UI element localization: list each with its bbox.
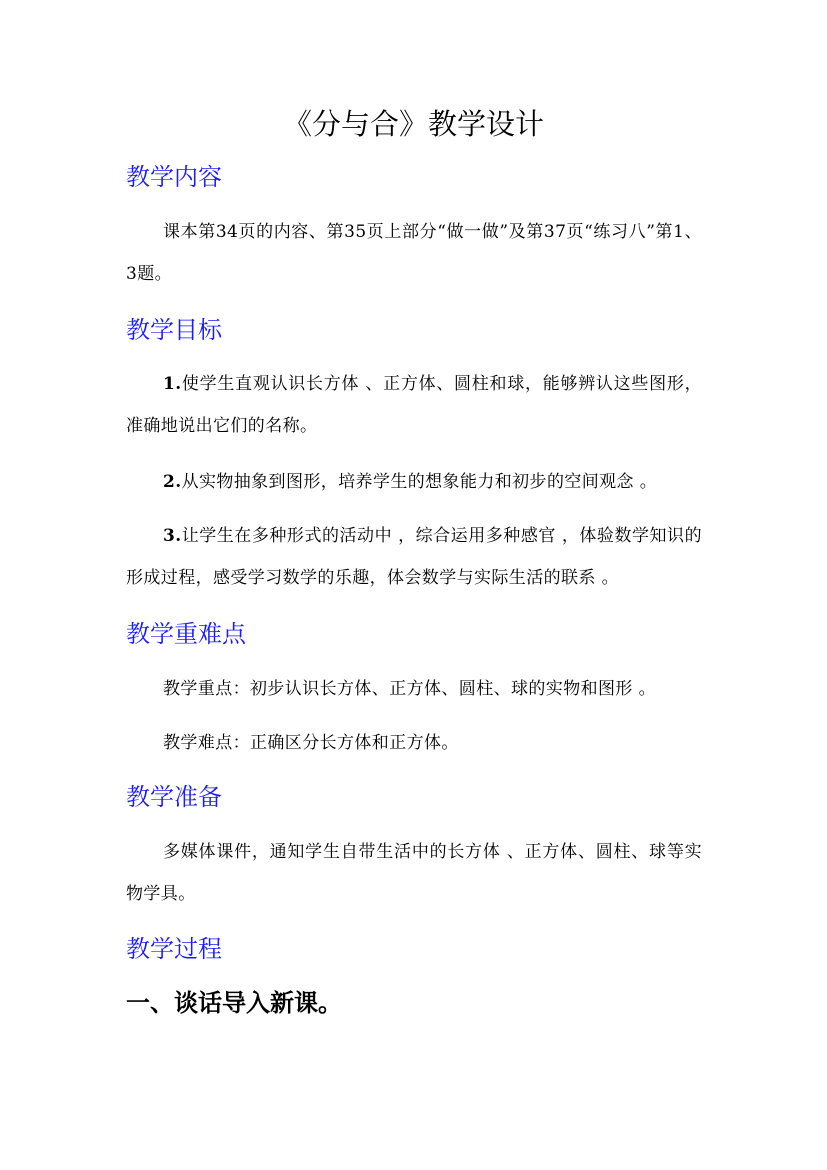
key-point-focus: 教学重点：初步认识长方体、正方体、圆柱、球的实物和图形 。	[163, 679, 657, 699]
heading-process: 教学过程	[126, 935, 222, 963]
goal-item-3	[126, 515, 702, 599]
heading-key-points: 教学重难点	[126, 620, 246, 648]
goal-item-3-text: 让学生在多种形式的活动中 ，综合运用多种感官 ，体验数学知识的形成过程，感受学习数学的乐趣，体会数学与实际生活的联系 。	[126, 526, 702, 588]
heading-preparation: 教学准备	[126, 783, 222, 811]
heading-goals: 教学目标	[126, 316, 222, 344]
goal-item-3-number: 3.	[163, 526, 182, 546]
content-paragraph: 课本第34页的内容、第35页上部分“做一做”及第37页“练习八”第1、3题。	[126, 222, 702, 284]
heading-content: 教学内容	[126, 163, 222, 191]
goal-item-1-text: 使学生直观认识长方体 、正方体、圆柱和球，能够辨认这些图形，准确地说出它们的名称。	[126, 374, 702, 436]
document-title: 《分与合》教学设计	[282, 107, 544, 141]
goal-item-1	[126, 363, 702, 447]
process-step-1: 一、谈话导入新课。	[126, 988, 342, 1017]
preparation-paragraph: 多媒体课件，通知学生自带生活中的长方体 、正方体、圆柱、球等实物学具。	[126, 842, 702, 904]
goal-item-2-number: 2.	[163, 472, 182, 492]
goal-item-1-number: 1.	[163, 374, 182, 394]
goal-item-2-text: 从实物抽象到图形，培养学生的想象能力和初步的空间观念 。	[181, 472, 658, 492]
goal-item-2	[126, 461, 702, 503]
key-point-difficulty: 教学难点：正确区分长方体和正方体。	[163, 733, 459, 753]
